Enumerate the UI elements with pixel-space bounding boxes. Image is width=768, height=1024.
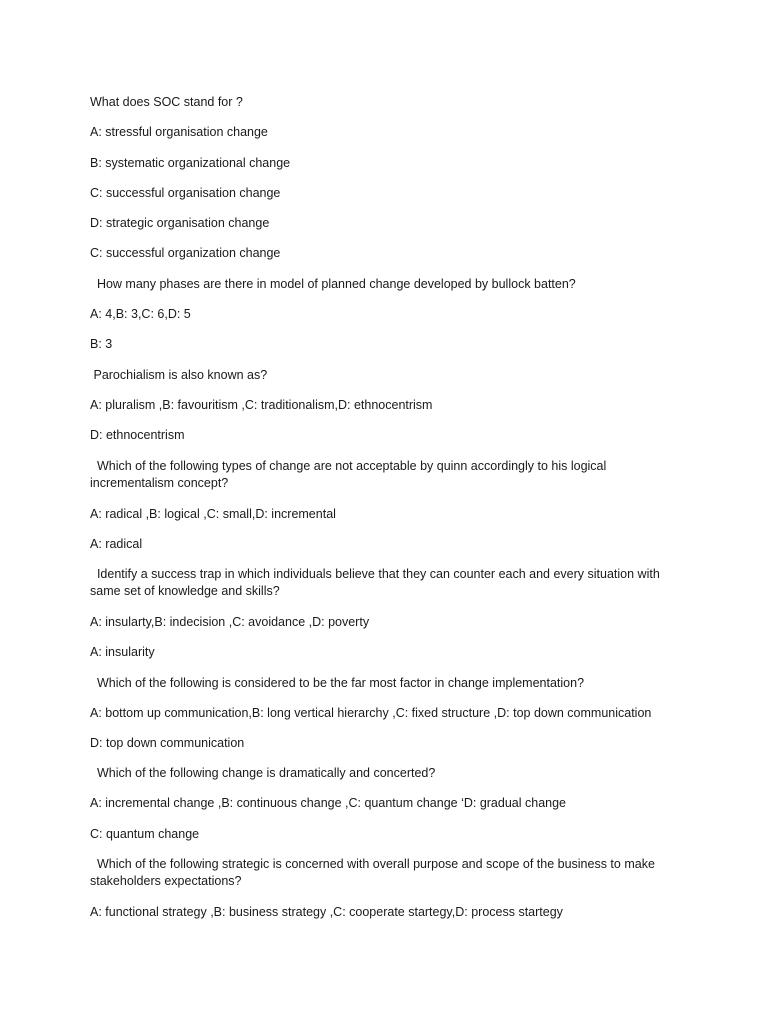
question-5: Identify a success trap in which individuals believe that they can counter each and every situation with same set of knowledge and skills? [90,567,664,598]
answer-2: B: 3 [90,337,113,351]
question-6: Which of the following is considered to be the far most factor in change implementation? [90,676,585,690]
answer-6: D: top down communication [90,736,245,750]
options-7: A: incremental change ,B: continuous change ,C: quantum change ‘D: gradual change [90,796,567,810]
options-6: A: bottom up communication,B: long vertical hierarchy ,C: fixed structure ,D: top down communication [90,706,652,720]
question-7: Which of the following change is dramatically and concerted? [90,766,436,780]
options-8: A: functional strategy ,B: business strategy ,C: cooperate startegy,D: process startegy [90,905,563,919]
question-3: Parochialism is also known as? [90,368,268,382]
option-line: B: systematic organizational change [90,156,291,170]
answer-4: A: radical [90,537,143,551]
answer-3: D: ethnocentrism [90,428,185,442]
options-4: A: radical ,B: logical ,C: small,D: incremental [90,507,336,521]
question-8: Which of the following strategic is concerned with overall purpose and scope of the business to make stakeholders expectations? [90,857,659,888]
options-3: A: pluralism ,B: favouritism ,C: traditionalism,D: ethnocentrism [90,398,433,412]
option-line: A: stressful organisation change [90,125,268,139]
options-5: A: insularty,B: indecision ,C: avoidance ,D: poverty [90,615,370,629]
answer-1: C: successful organization change [90,246,281,260]
option-line: C: successful organisation change [90,186,281,200]
question-2: How many phases are there in model of planned change developed by bullock batten? [90,277,576,291]
question-4: Which of the following types of change are not acceptable by quinn accordingly to his logical incrementalism concept? [90,459,610,490]
question-1: What does SOC stand for ? [90,95,243,109]
answer-7: C: quantum change [90,827,200,841]
option-line: D: strategic organisation change [90,216,270,230]
answer-5: A: insularity [90,645,155,659]
options-2: A: 4,B: 3,C: 6,D: 5 [90,307,191,321]
